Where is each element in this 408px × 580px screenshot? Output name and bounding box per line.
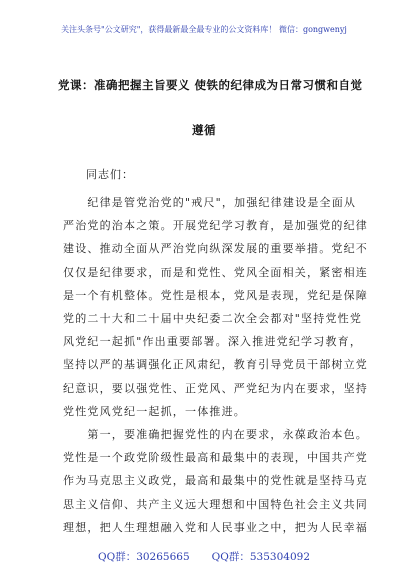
paragraph-1-line: 仅仅是纪律要求，而是和党性、党风全面相关，紧密相连 xyxy=(63,265,368,279)
paragraph-1-line: 严治党的治本之策。开展党纪学习教育，是加强党的纪律 xyxy=(63,219,368,233)
paragraph-2-line: 思主义信仰、共产主义远大理想和中国特色社会主义共同 xyxy=(63,497,368,511)
document-title-line2: 遵循 xyxy=(192,123,216,137)
header-note: 关注头条号"公文研究"，获得最新最全最专业的公文资料库！ 微信：gongwenyj xyxy=(61,25,347,34)
paragraph-2-line: 第一，要准确把握党性的内在要求，永葆政治本色。 xyxy=(63,428,368,441)
paragraph-1-line: 是一个有机整体。党性是根本，党风是表现，党纪是保障 xyxy=(63,288,368,302)
footer-qq-group-1: QQ群：30265665 xyxy=(97,551,190,563)
paragraph-1-line: 纪律是管党治党的"戒尺"，加强纪律建设是全面从 xyxy=(63,196,357,209)
paragraph-2-line: 理想，把人生理想融入党和人民事业之中，把为人民幸福 xyxy=(63,520,368,534)
paragraph-1-line: 坚持以严的基调强化正风肃纪，教育引导党员干部树立党 xyxy=(63,358,368,372)
paragraph-2-line: 作为马克思主义政党，最高和最集中的党性就是坚持马克 xyxy=(63,474,368,488)
footer-qq-group-2: QQ群：535304092 xyxy=(211,551,310,563)
salutation: 同志们： xyxy=(86,168,134,181)
paragraph-1-line: 纪意识，要以强党性、正党风、严党纪为内在要求，坚持 xyxy=(63,381,368,395)
footer xyxy=(0,549,408,564)
paragraph-1-line: 建设、推动全面从严治党向纵深发展的重要举措。党纪不 xyxy=(63,242,368,256)
document-title-line1: 党课：准确把握主旨要义 使铁的纪律成为日常习惯和自觉 xyxy=(58,78,363,92)
paragraph-1-line: 风党纪一起抓"作出重要部署。深入推进党纪学习教育， xyxy=(63,335,363,349)
paragraph-1 xyxy=(63,191,368,423)
paragraph-1-line: 党性党风党纪一起抓，一体推进。 xyxy=(63,404,246,418)
paragraph-2-line: 党性是一个政党阶级性最高和最集中的表现，中国共产党 xyxy=(63,451,368,465)
paragraph-2 xyxy=(63,423,368,539)
paragraph-1-line: 党的二十大和二十届中央纪委二次全会都对"坚持党性党 xyxy=(63,311,363,325)
